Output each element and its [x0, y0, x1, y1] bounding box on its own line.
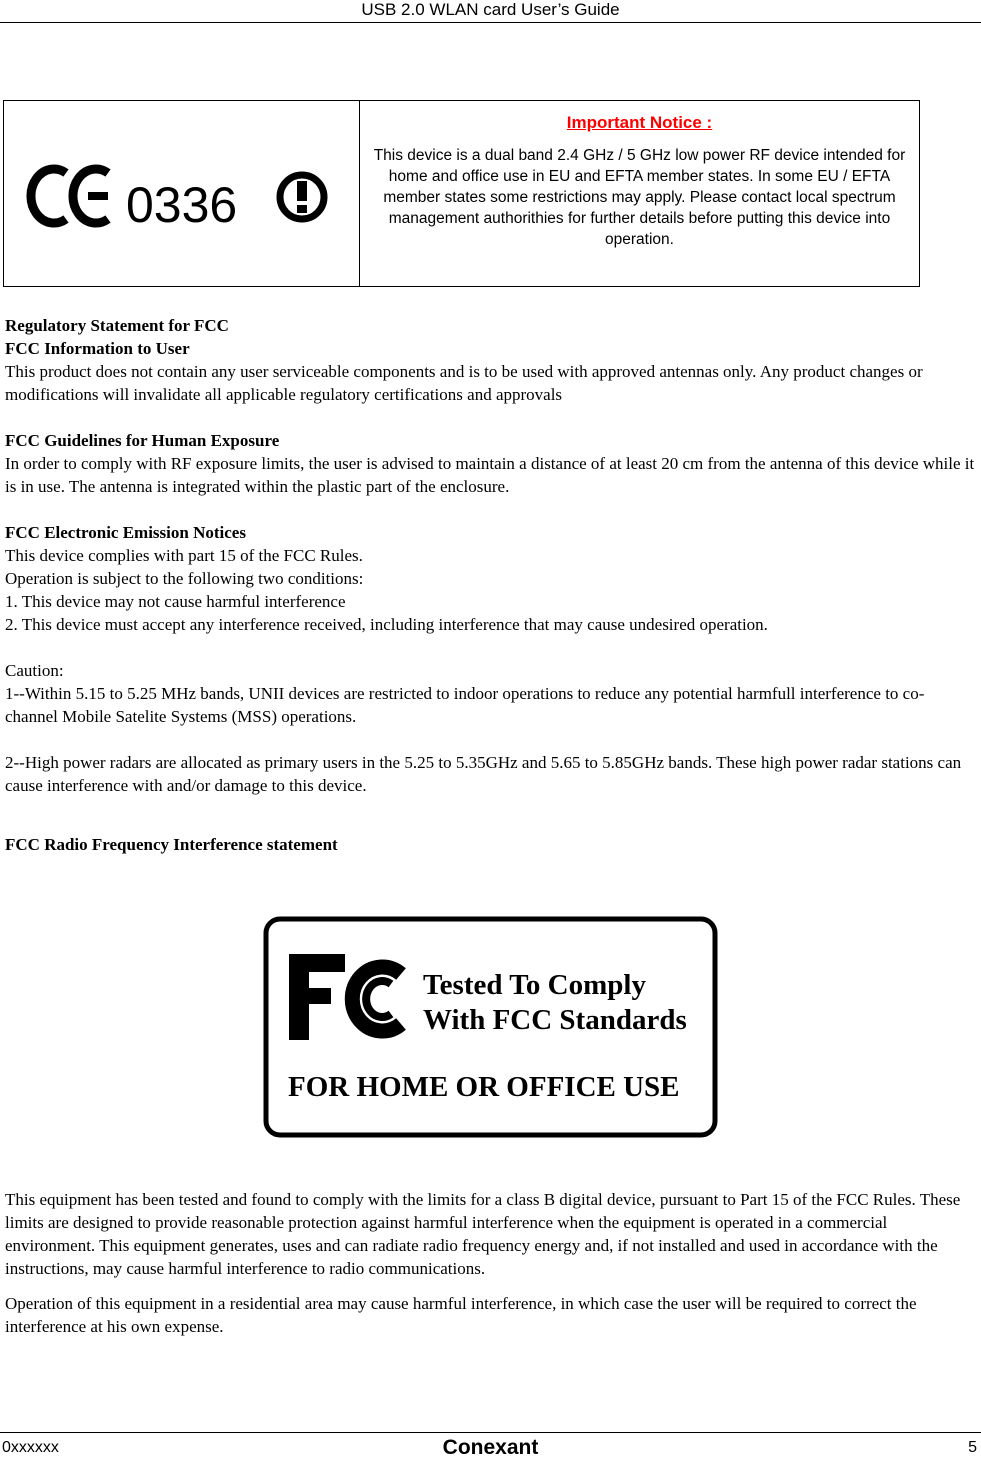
fcc-line1: Tested To Comply	[423, 969, 646, 1001]
page-header	[0, 0, 981, 23]
ce-0336-alert-logo	[4, 101, 359, 286]
fcc-logo-graphic	[263, 916, 718, 1138]
notice-title: Important Notice :	[566, 113, 713, 132]
exposure-heading: FCC Guidelines for Human Exposure	[5, 431, 280, 450]
emission-line: This device complies with part 15 of the FCC Rules.	[5, 546, 363, 565]
emission-line: 1. This device may not cause harmful interference	[5, 592, 346, 611]
fcc-regulatory-section	[5, 314, 977, 856]
info-text: This product does not contain any user serviceable components and is to be used with approved antennas only. Any product changes or modifications will invalidate all applicable regulatory certifications and approvals	[5, 362, 923, 404]
caution-label: Caution:	[5, 661, 64, 680]
fcc-logo	[263, 916, 718, 1138]
statement-para1: This equipment has been tested and found to comply with the limits for a class B digital device, pursuant to Part 15 of the FCC Rules. These limits are designed to provide reasonable protection against harmful interference when the equipment is operated in a commercial environment. This equipment generates, uses and can radiate radio frequency energy and, if not installed and used in accordance with the instructions, may cause harmful interference to radio communications.	[5, 1190, 961, 1278]
statement-para2: Operation of this equipment in a residential area may cause harmful interference, in which case the user will be required to correct the interference at his own expense.	[5, 1294, 917, 1336]
svg-text:0336: 0336	[126, 177, 238, 233]
emission-heading: FCC Electronic Emission Notices	[5, 523, 246, 542]
ce-c-letter	[31, 169, 66, 223]
emission-line: Operation is subject to the following two conditions:	[5, 569, 364, 588]
regulatory-heading: Regulatory Statement for FCC	[5, 316, 229, 335]
fcc-line3: FOR HOME OR OFFICE USE	[288, 1071, 680, 1103]
page-footer	[0, 1432, 981, 1458]
important-notice-table	[3, 100, 920, 287]
fcc-line2: With FCC Standards	[423, 1004, 687, 1036]
caution-1: 1--Within 5.15 to 5.25 MHz bands, UNII devices are restricted to indoor operations to reduce any potential harmfull interference to co-channel Mobile Satelite Systems (MSS) operations.	[5, 684, 925, 726]
info-heading: FCC Information to User	[5, 339, 190, 358]
footer-company: Conexant	[442, 1436, 539, 1459]
caution-2: 2--High power radars are allocated as primary users in the 5.25 to 5.35GHz and 5.65 to 5.85GHz bands. These high power radar stations can cause interference with and/or damage to this device.	[5, 753, 962, 795]
notice-text-cell	[360, 101, 919, 286]
footer-doc-id: 0xxxxxx	[2, 1439, 59, 1456]
interference-statement	[5, 1188, 980, 1338]
rfi-heading: FCC Radio Frequency Interference statement	[5, 835, 338, 854]
footer-page-number: 5	[968, 1439, 977, 1456]
notice-body: This device is a dual band 2.4 GHz / 5 GHz low power RF device intended for home and office use in EU and EFTA member states. In some EU / EFTA member states some restrictions may apply. Please contact local spectrum management authorithies for further details before putting this device into operation.	[373, 147, 906, 248]
header-title: USB 2.0 WLAN card User’s Guide	[361, 0, 620, 19]
emission-line: 2. This device must accept any interference received, including interference that may cause undesired operation.	[5, 615, 768, 634]
ce-mark-cell	[4, 101, 360, 286]
exposure-text: In order to comply with RF exposure limits, the user is advised to maintain a distance of at least 20 cm from the antenna of this device while it is in use. The antenna is integrated within the plastic part of the enclosure.	[5, 454, 975, 496]
